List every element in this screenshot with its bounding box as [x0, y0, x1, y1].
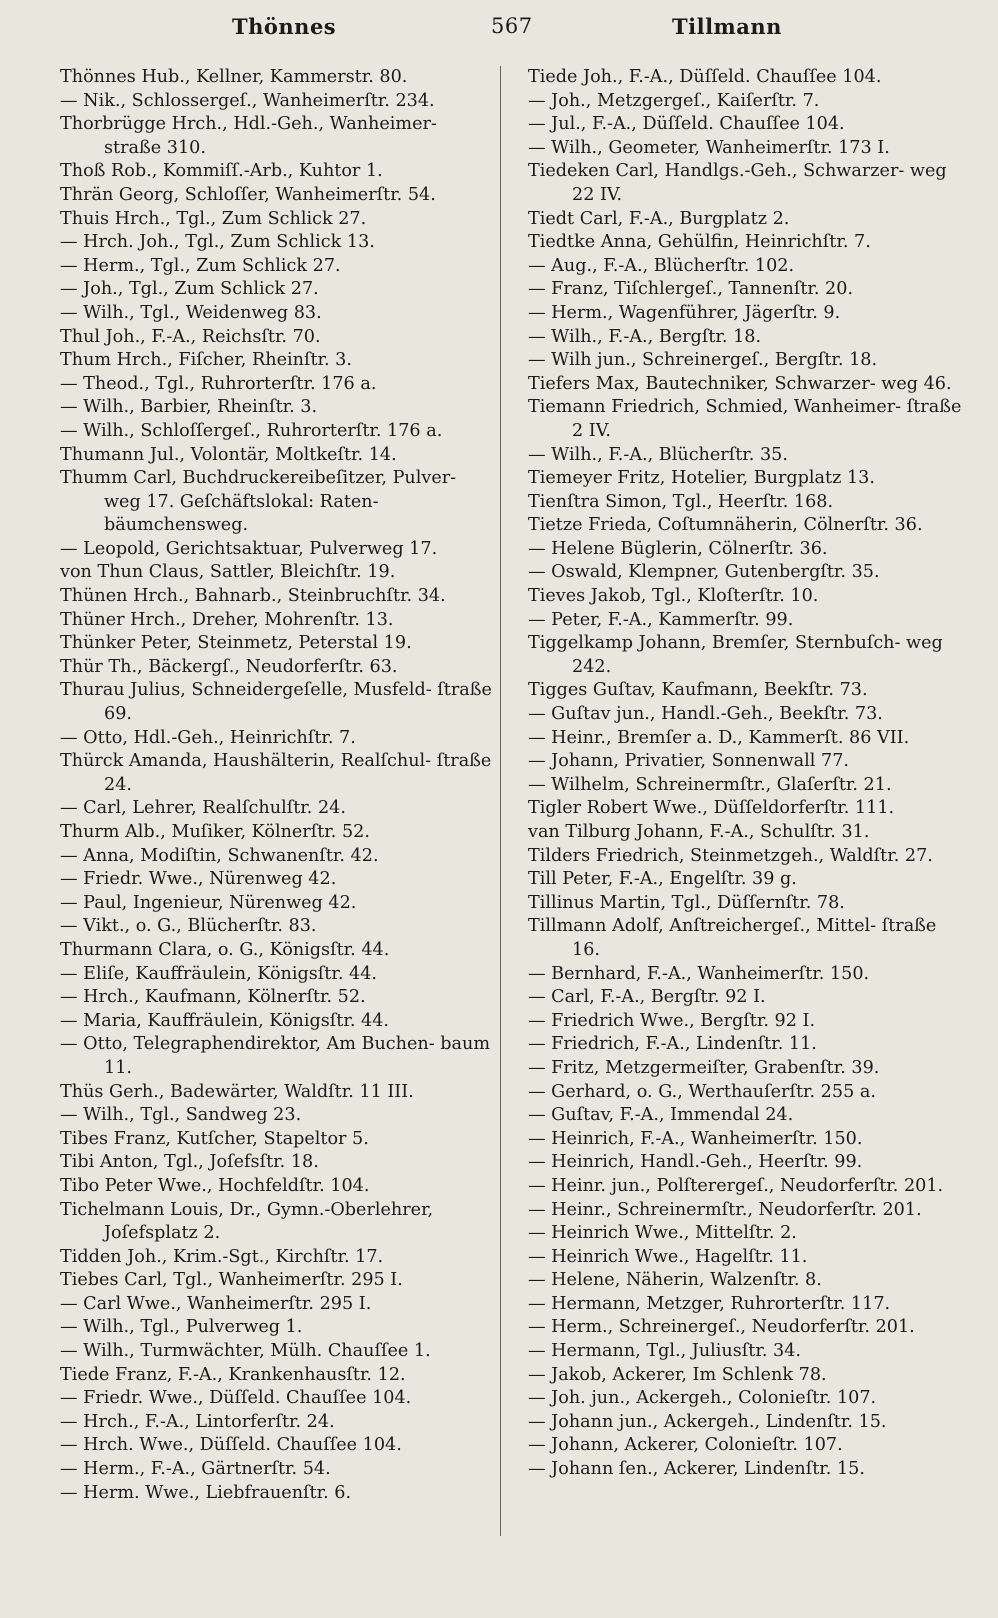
directory-entry: Tillinus Martin, Tgl., Düſſernſtr. 78.	[528, 892, 845, 913]
directory-entry: Thum Hrch., Fiſcher, Rheinſtr. 3.	[60, 350, 352, 371]
directory-entry: Thuis Hrch., Tgl., Zum Schlick 27.	[60, 208, 367, 229]
directory-entry: Thurmann Clara, o. G., Königsſtr. 44.	[60, 939, 390, 960]
directory-entry: — Heinrich Wwe., Hagelſtr. 11.	[528, 1246, 808, 1267]
directory-entry: — Hermann, Metzger, Ruhrorterſtr. 117.	[528, 1293, 891, 1314]
directory-entry: Tiefers Max, Bautechniker, Schwarzer- weg 46.	[528, 373, 952, 394]
directory-entry: — Joh., Metzgergeſ., Kaiſerſtr. 7.	[528, 90, 820, 111]
directory-entry: Tigler Robert Wwe., Düſſeldorferſtr. 111.	[528, 798, 895, 819]
directory-entry: Thüner Hrch., Dreher, Mohrenſtr. 13.	[60, 609, 394, 630]
directory-entry: — Joh., Tgl., Zum Schlick 27.	[60, 279, 319, 300]
directory-entry: — Johann ſen., Ackerer, Lindenſtr. 15.	[528, 1459, 865, 1480]
directory-entry: — Wilh., Barbier, Rheinſtr. 3.	[60, 397, 318, 418]
directory-entry: — Guſtav jun., Handl.-Geh., Beekſtr. 73.	[528, 704, 883, 725]
directory-entry: — Wilh., Tgl., Sandweg 23.	[60, 1105, 302, 1126]
directory-entry: — Herm., F.-A., Gärtnerſtr. 54.	[60, 1459, 331, 1480]
directory-entry: — Hermann, Tgl., Juliusſtr. 34.	[528, 1341, 801, 1362]
directory-entry: Thür Th., Bäckergſ., Neudorferſtr. 63.	[60, 656, 398, 677]
directory-entry: Thrän Georg, Schloſſer, Wanheimerſtr. 54.	[60, 184, 436, 205]
directory-entry: — Hrch. Joh., Tgl., Zum Schlick 13.	[60, 232, 375, 253]
directory-entry: Thürck Amanda, Haushälterin, Realſchul- ſtraße 24.	[60, 751, 492, 795]
directory-entry: — Fritz, Metzgermeiſter, Grabenſtr. 39.	[528, 1057, 880, 1078]
directory-entry: — Heinr., Bremſer a. D., Kammerſt. 86 VII.	[528, 727, 910, 748]
directory-entry: Tidden Joh., Krim.-Sgt., Kirchſtr. 17.	[60, 1246, 384, 1267]
directory-entry: — Heinr. jun., Polſterergeſ., Neudorferſtr. 201.	[528, 1175, 944, 1196]
directory-entry: Tietze Frieda, Coſtumnäherin, Cölnerſtr. 36.	[528, 515, 923, 536]
directory-entry: — Wilh., Tgl., Weidenweg 83.	[60, 302, 322, 323]
directory-entry: — Carl, F.-A., Bergſtr. 92 I.	[528, 987, 766, 1008]
directory-entry: — Herm., Tgl., Zum Schlick 27.	[60, 255, 341, 276]
directory-entry: — Franz, Tiſchlergeſ., Tannenſtr. 20.	[528, 279, 854, 300]
directory-entry: — Hrch. Wwe., Düſſeld. Chauſſee 104.	[60, 1435, 402, 1456]
running-head-left: Thönnes	[232, 14, 337, 39]
directory-entry: — Wilh., Tgl., Pulverweg 1.	[60, 1317, 303, 1338]
directory-entry: — Joh. jun., Ackergeh., Colonieſtr. 107.	[528, 1388, 877, 1409]
directory-entry: Tiedeken Carl, Handlgs.-Geh., Schwarzer- weg 22 IV.	[528, 161, 947, 205]
directory-entry: Thurau Julius, Schneidergeſelle, Musfeld- ſtraße 69.	[60, 680, 492, 725]
directory-entry: Tiemeyer Fritz, Hotelier, Burgplatz 13.	[528, 468, 875, 489]
directory-entry: — Otto, Telegraphendirektor, Am Buchen- baum 11.	[60, 1034, 491, 1078]
directory-entry: Thoß Rob., Kommiſſ.-Arb., Kuhtor 1.	[60, 161, 383, 182]
directory-entry: — Theod., Tgl., Ruhrorterſtr. 176 a.	[60, 373, 377, 394]
directory-entry: Tibo Peter Wwe., Hochfeldſtr. 104.	[60, 1175, 370, 1196]
directory-entry: — Carl Wwe., Wanheimerſtr. 295 I.	[60, 1293, 372, 1314]
directory-entry: Till Peter, F.-A., Engelſtr. 39 g.	[528, 869, 797, 890]
directory-entry: — Aug., F.-A., Blücherſtr. 102.	[528, 255, 795, 276]
directory-entry: — Wilh., Turmwächter, Mülh. Chauſſee 1.	[60, 1341, 431, 1362]
directory-entry: Thul Joh., F.-A., Reichsſtr. 70.	[60, 326, 321, 347]
directory-entry: — Heinr., Schreinermſtr., Neudorferſtr. 201.	[528, 1199, 922, 1220]
directory-entry: — Oswald, Klempner, Gutenbergſtr. 35.	[528, 562, 880, 583]
directory-entry: Thünker Peter, Steinmetz, Peterstal 19.	[60, 633, 412, 654]
directory-entry: — Heinrich, Handl.-Geh., Heerſtr. 99.	[528, 1152, 863, 1173]
directory-entry: — Eliſe, Kauffräulein, Königsſtr. 44.	[60, 963, 378, 984]
directory-entry: — Hrch., Kaufmann, Kölnerſtr. 52.	[60, 987, 366, 1008]
directory-entry: Thünen Hrch., Bahnarb., Steinbruchſtr. 34.	[60, 586, 446, 607]
directory-entry: Tiemann Friedrich, Schmied, Wanheimer- ſtraße 2 IV.	[528, 397, 962, 441]
directory-entry: Tiede Joh., F.-A., Düſſeld. Chauſſee 104.	[528, 67, 882, 87]
directory-entry: Tiedtke Anna, Gehülfin, Heinrichſtr. 7.	[528, 232, 871, 253]
directory-entry: — Maria, Kauffräulein, Königsſtr. 44.	[60, 1010, 390, 1031]
directory-entry: — Heinrich Wwe., Mittelſtr. 2.	[528, 1223, 797, 1244]
directory-entry: Tiggelkamp Johann, Bremſer, Sternbuſch- weg 242.	[528, 633, 943, 677]
directory-entry: — Friedr. Wwe., Düſſeld. Chauſſee 104.	[60, 1388, 412, 1409]
directory-entry: — Johann jun., Ackergeh., Lindenſtr. 15.	[528, 1411, 887, 1432]
directory-entry: Thumann Jul., Volontär, Moltkeſtr. 14.	[60, 444, 397, 465]
directory-entry: — Guſtav, F.-A., Immendal 24.	[528, 1105, 794, 1126]
directory-entry: — Anna, Modiſtin, Schwanenſtr. 42.	[60, 845, 379, 866]
directory-entry: — Friedrich, F.-A., Lindenſtr. 11.	[528, 1034, 817, 1055]
directory-entry: — Nik., Schlossergeſ., Wanheimerſtr. 234.	[60, 90, 435, 111]
column-divider	[500, 66, 501, 1536]
directory-entry: — Bernhard, F.-A., Wanheimerſtr. 150.	[528, 963, 870, 984]
directory-entry: Tiedt Carl, F.-A., Burgplatz 2.	[528, 208, 790, 229]
directory-entry: Thumm Carl, Buchdruckereibeſitzer, Pulver- weg 17. Geſchäftslokal: Raten- bäumchensweg.	[60, 468, 457, 536]
directory-entry: Tichelmann Louis, Dr., Gymn.-Oberlehrer, Joſefsplatz 2.	[60, 1199, 434, 1244]
directory-entry: Thüs Gerh., Badewärter, Waldſtr. 11 III.	[60, 1081, 414, 1102]
directory-entry: — Herm., Wagenführer, Jägerſtr. 9.	[528, 302, 841, 323]
directory-entry: — Herm. Wwe., Liebfrauenſtr. 6.	[60, 1482, 352, 1503]
directory-entry: — Carl, Lehrer, Realſchulſtr. 24.	[60, 798, 346, 819]
directory-entry: — Paul, Ingenieur, Nürenweg 42.	[60, 892, 357, 913]
right-column	[528, 66, 968, 1482]
directory-entry: Tibi Anton, Tgl., Joſefsſtr. 18.	[60, 1152, 319, 1173]
directory-entry: van Tilburg Johann, F.-A., Schulſtr. 31.	[528, 822, 870, 842]
running-head-right: Tillmann	[672, 14, 782, 39]
directory-entry: — Otto, Hdl.-Geh., Heinrichſtr. 7.	[60, 727, 356, 748]
directory-entry: Thönnes Hub., Kellner, Kammerstr. 80.	[60, 67, 408, 87]
directory-entry: — Johann, Ackerer, Colonieſtr. 107.	[528, 1435, 843, 1456]
directory-entry: — Wilh., F.-A., Blücherſtr. 35.	[528, 444, 788, 465]
directory-entry: — Helene Büglerin, Cölnerſtr. 36.	[528, 538, 828, 559]
directory-entry: Tienſtra Simon, Tgl., Heerſtr. 168.	[528, 491, 834, 512]
directory-entry: — Helene, Näherin, Walzenſtr. 8.	[528, 1270, 822, 1291]
directory-entry: — Jul., F.-A., Düſſeld. Chauſſee 104.	[528, 114, 845, 135]
directory-entry: — Wilhelm, Schreinermſtr., Glaſerſtr. 21.	[528, 774, 892, 795]
directory-entry: — Wilh., Schloſſergeſ., Ruhrorterſtr. 176 a.	[60, 420, 443, 441]
directory-entry: Thorbrügge Hrch., Hdl.-Geh., Wanheimer- straße 310.	[60, 114, 437, 158]
directory-entry: — Leopold, Gerichtsaktuar, Pulverweg 17.	[60, 538, 438, 559]
directory-entry: — Gerhard, o. G., Werthauſerſtr. 255 a.	[528, 1081, 876, 1102]
page-number: 567	[491, 14, 533, 38]
directory-entry: Tieves Jakob, Tgl., Kloſterſtr. 10.	[528, 586, 819, 607]
directory-entry: — Heinrich, F.-A., Wanheimerſtr. 150.	[528, 1128, 863, 1149]
directory-entry: — Friedrich Wwe., Bergſtr. 92 I.	[528, 1010, 816, 1031]
directory-entry: Tillmann Adolf, Anſtreichergeſ., Mittel- ſtraße 16.	[528, 916, 937, 960]
directory-entry: — Peter, F.-A., Kammerſtr. 99.	[528, 609, 794, 630]
directory-entry: — Wilh., F.-A., Bergſtr. 18.	[528, 326, 762, 347]
directory-entry: Thurm Alb., Muſiker, Kölnerſtr. 52.	[60, 822, 370, 842]
directory-entry: — Wilh., Geometer, Wanheimerſtr. 173 I.	[528, 137, 890, 158]
directory-entry: — Hrch., F.-A., Lintorferſtr. 24.	[60, 1411, 335, 1432]
directory-entry: — Vikt., o. G., Blücherſtr. 83.	[60, 916, 317, 937]
directory-entry: Tibes Franz, Kutſcher, Stapeltor 5.	[60, 1128, 369, 1149]
directory-entry: — Herm., Schreinergeſ., Neudorferſtr. 201.	[528, 1317, 915, 1338]
directory-entry: — Jakob, Ackerer, Im Schlenk 78.	[528, 1364, 827, 1385]
directory-entry: von Thun Claus, Sattler, Bleichſtr. 19.	[60, 562, 396, 583]
directory-entry: — Johann, Privatier, Sonnenwall 77.	[528, 751, 849, 772]
left-column	[60, 66, 496, 1505]
directory-entry: Tiebes Carl, Tgl., Wanheimerſtr. 295 I.	[60, 1270, 403, 1291]
directory-entry: — Wilh jun., Schreinergeſ., Bergſtr. 18.	[528, 350, 878, 371]
directory-entry: Tilders Friedrich, Steinmetzgeh., Waldſtr. 27.	[528, 845, 933, 866]
directory-entry: — Friedr. Wwe., Nürenweg 42.	[60, 869, 337, 890]
directory-entry: Tigges Guſtav, Kaufmann, Beekſtr. 73.	[528, 680, 868, 701]
directory-entry: Tiede Franz, F.-A., Krankenhausſtr. 12.	[60, 1364, 406, 1385]
